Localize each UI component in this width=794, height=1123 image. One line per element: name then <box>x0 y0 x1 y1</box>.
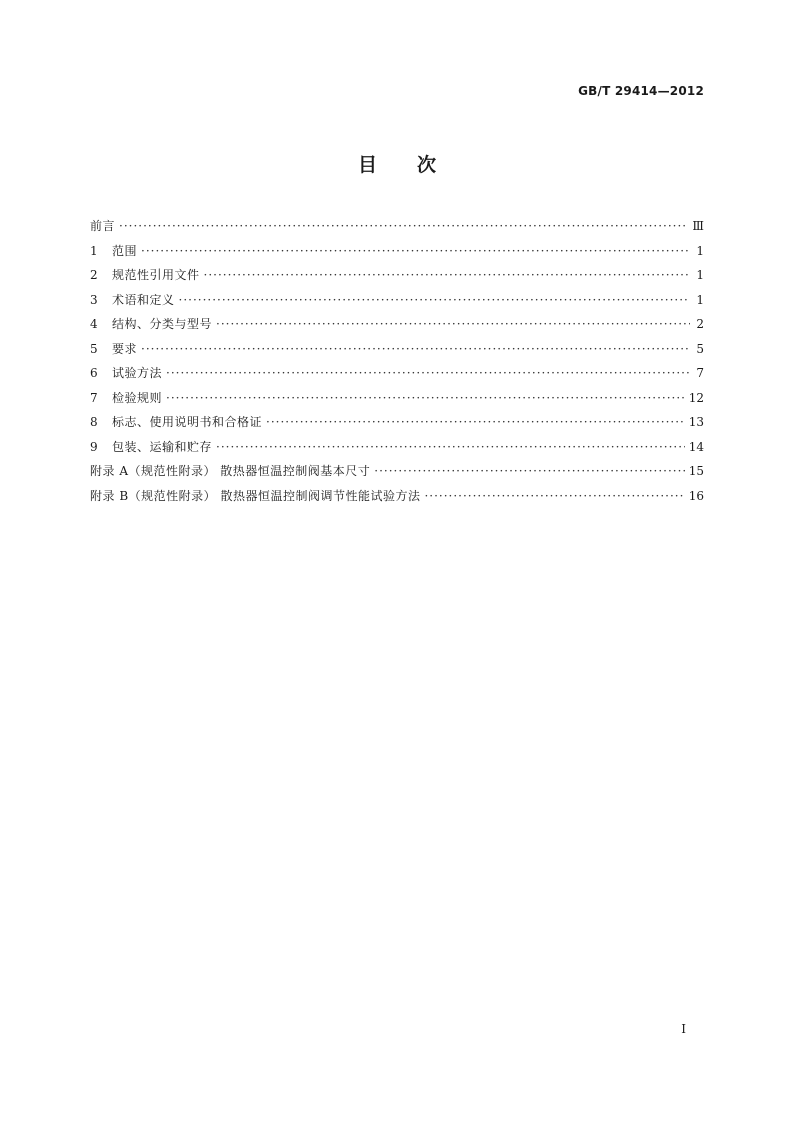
toc-entry-number: 9 <box>90 439 98 454</box>
toc-entry-label: 包装、运输和贮存 <box>112 439 213 454</box>
toc-entry-9[interactable] <box>90 437 704 462</box>
toc-entry-number: 5 <box>90 341 98 356</box>
toc-entry-label: 前言 <box>90 219 116 233</box>
toc-entry-label: 标志、使用说明书和合格证 <box>112 415 263 429</box>
toc-entry-number: 7 <box>90 390 98 405</box>
standard-number: GB/T 29414—2012 <box>578 84 704 98</box>
toc-leader-dots <box>141 241 690 261</box>
toc-entry-number: 3 <box>90 292 98 307</box>
toc-entry-label: 附录 B（规范性附录） 散热器恒温控制阀调节性能试验方法 <box>90 488 421 503</box>
table-of-contents <box>90 216 704 510</box>
toc-leader-dots <box>266 412 685 432</box>
toc-entry-page: 13 <box>688 415 704 429</box>
toc-leader-dots <box>119 216 688 236</box>
page-title: 目次 <box>357 154 476 176</box>
toc-entry-4[interactable] <box>90 314 704 339</box>
toc-entry-page: 1 <box>696 292 704 307</box>
toc-leader-dots <box>179 290 690 310</box>
toc-entry-number: 4 <box>90 317 98 331</box>
toc-entry-number: 6 <box>90 366 98 380</box>
toc-entry-page: Ⅲ <box>692 219 704 233</box>
toc-entry-annex-b[interactable] <box>90 486 704 511</box>
toc-entry-number: 1 <box>90 243 98 258</box>
page-number: I <box>681 1022 686 1036</box>
toc-entry-2[interactable] <box>90 265 704 290</box>
toc-entry-label: 结构、分类与型号 <box>112 317 213 331</box>
toc-entry-1[interactable] <box>90 241 704 266</box>
toc-entry-label: 附录 A（规范性附录） 散热器恒温控制阀基本尺寸 <box>90 464 371 478</box>
toc-entry-page: 15 <box>688 464 704 478</box>
toc-entry-label: 规范性引用文件 <box>112 268 200 282</box>
toc-leader-dots <box>204 265 690 285</box>
toc-leader-dots <box>166 363 690 383</box>
toc-entry-page: 1 <box>696 268 704 282</box>
toc-entry-label: 要求 <box>112 341 138 356</box>
toc-entry-label: 试验方法 <box>112 366 163 380</box>
toc-entry-6[interactable] <box>90 363 704 388</box>
toc-entry-5[interactable] <box>90 339 704 364</box>
toc-leader-dots <box>216 314 690 334</box>
toc-entry-page: 2 <box>696 317 704 331</box>
toc-entry-page: 5 <box>696 341 704 356</box>
toc-entry-label: 范围 <box>112 243 138 258</box>
toc-entry-8[interactable] <box>90 412 704 437</box>
toc-leader-dots <box>374 461 684 481</box>
toc-leader-dots <box>424 486 684 506</box>
toc-entry-label: 检验规则 <box>112 390 163 405</box>
toc-entry-number: 2 <box>90 268 98 282</box>
toc-leader-dots <box>166 388 685 408</box>
toc-entry-annex-a[interactable] <box>90 461 704 486</box>
toc-entry-page: 1 <box>696 243 704 258</box>
toc-entry-page: 12 <box>688 390 704 405</box>
toc-entry-number: 8 <box>90 415 98 429</box>
toc-entry-page: 14 <box>688 439 704 454</box>
toc-entry-page: 7 <box>696 366 704 380</box>
toc-leader-dots <box>216 437 685 457</box>
toc-entry-foreword[interactable] <box>90 216 704 241</box>
toc-entry-page: 16 <box>688 488 704 503</box>
toc-entry-3[interactable] <box>90 290 704 315</box>
toc-leader-dots <box>141 339 690 359</box>
toc-entry-label: 术语和定义 <box>112 292 175 307</box>
toc-entry-7[interactable] <box>90 388 704 413</box>
